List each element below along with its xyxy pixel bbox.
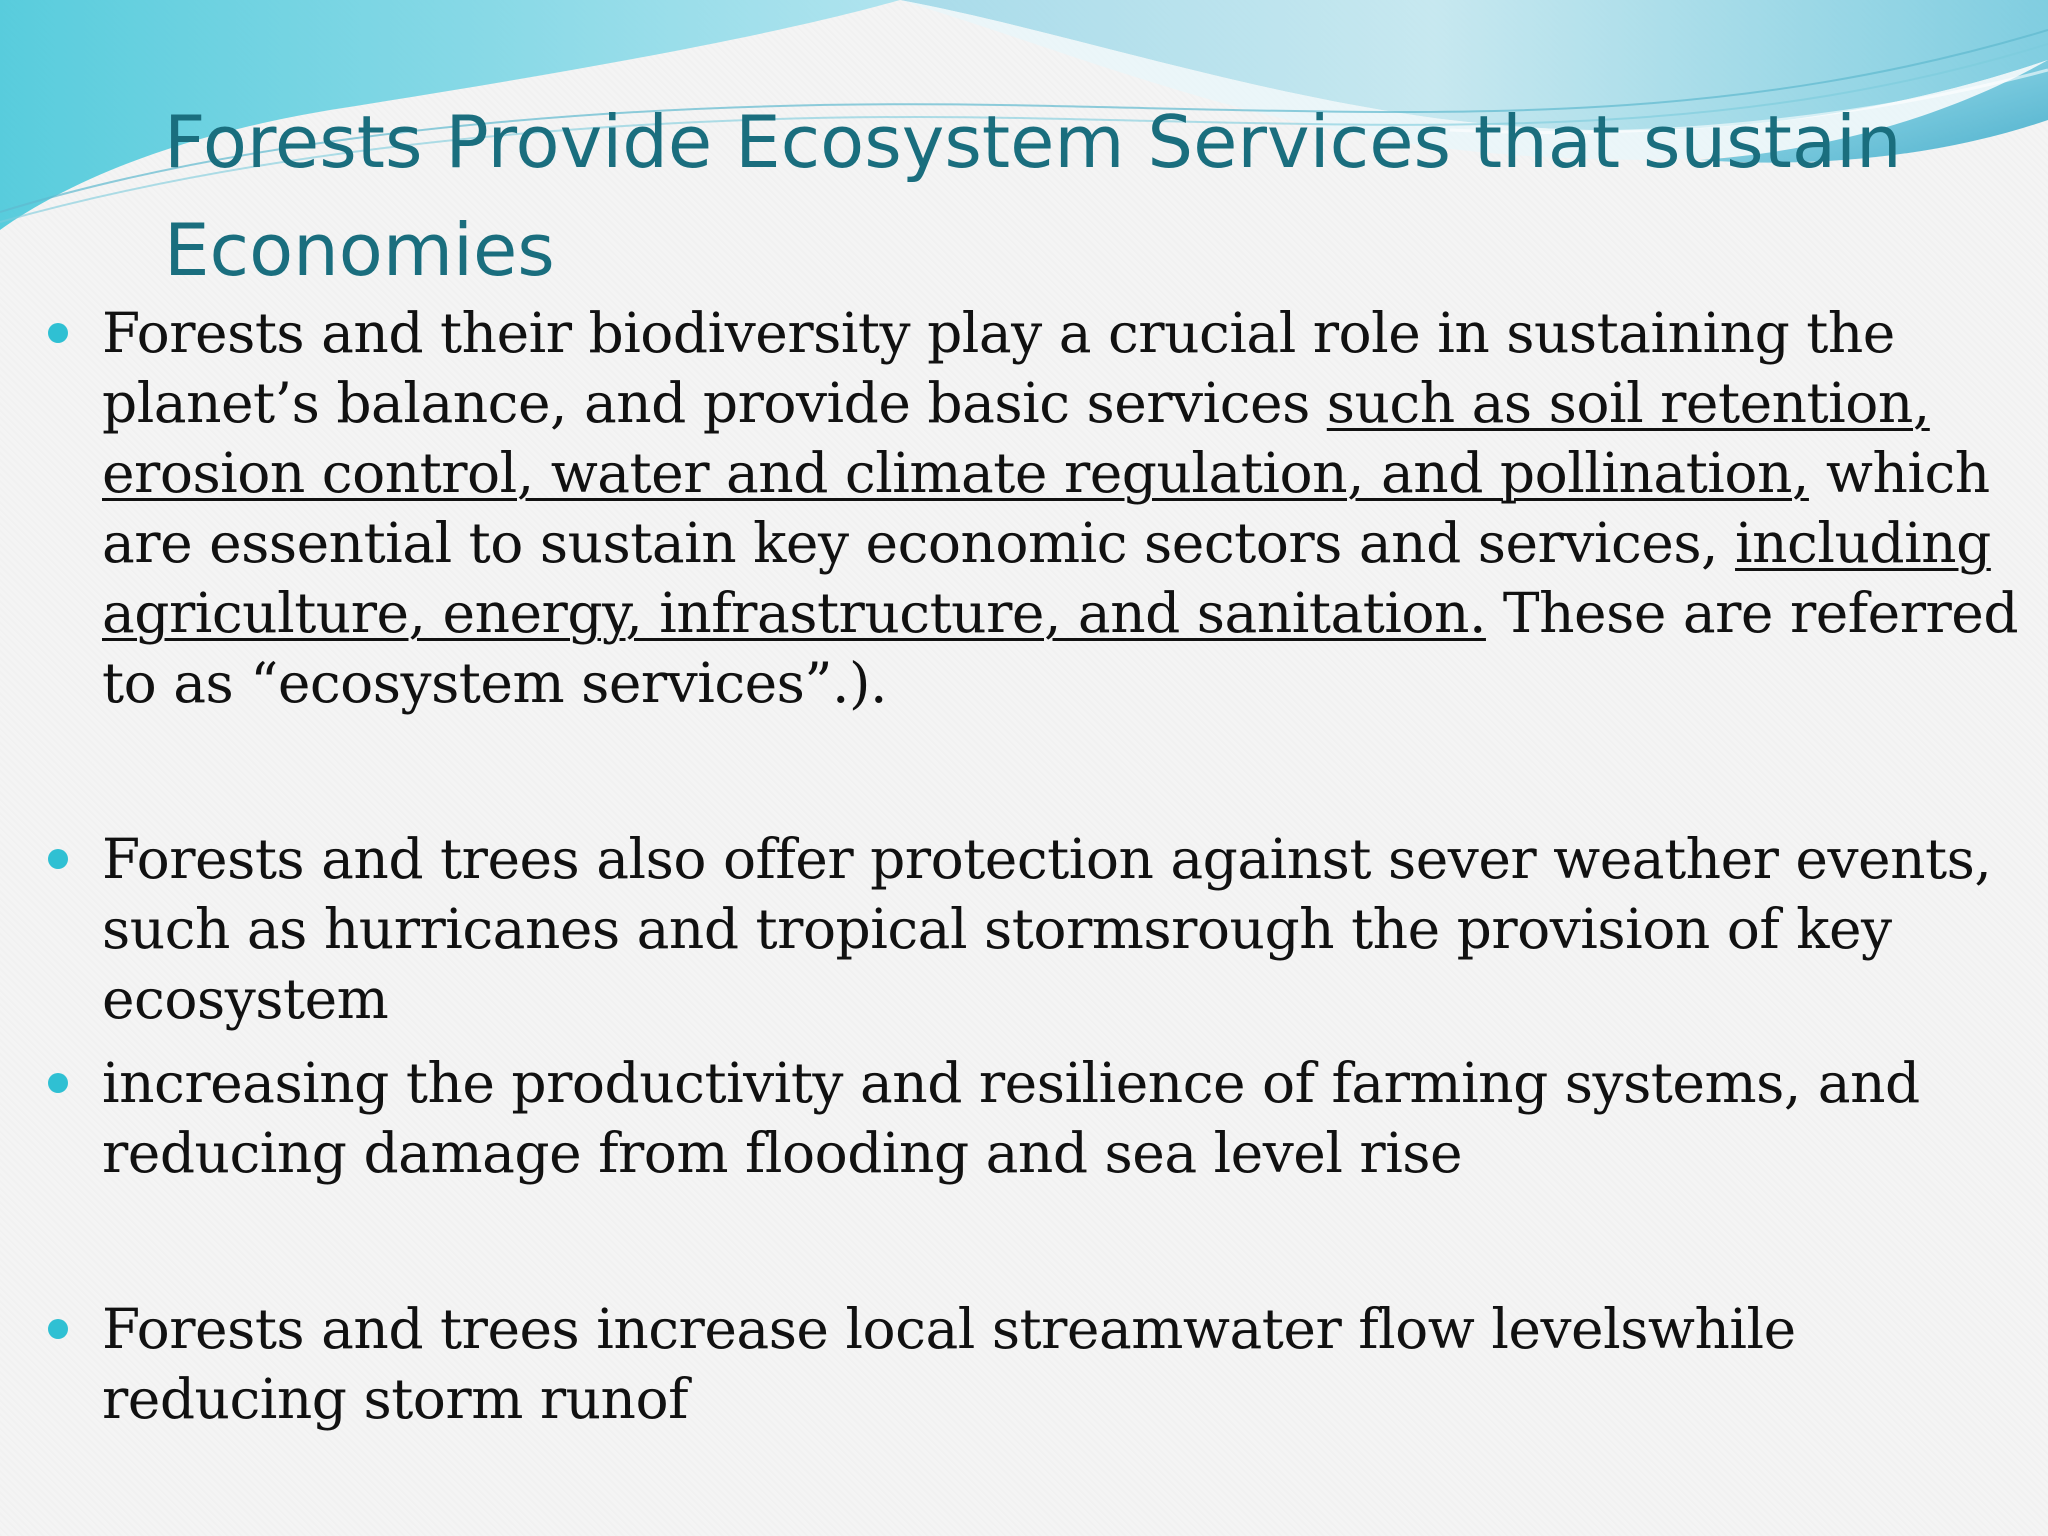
slide-title: Forests Provide Ecosystem Services that sustain Economies: [164, 100, 1902, 292]
bullet-item: [40, 1048, 2020, 1188]
bullet-text: Forests and trees also offer protection against sever weather events, such as hurricanes and tropical stormsrough the provision of key ecosystem: [102, 827, 1992, 1031]
bullet-icon: [48, 1073, 68, 1093]
bullet-text: Forests and their biodiversity play a crucial role in sustaining the planet’s balance, and provide basic services: [102, 301, 1895, 435]
bullet-underlined-text: including agriculture, energy, infrastructure, and sanitation.: [102, 511, 1991, 645]
bullet-text: increasing the productivity and resilience of farming systems, and reducing damage from flooding and sea level rise: [102, 1051, 1920, 1185]
bullet-icon: [48, 323, 68, 343]
bullet-text: These are referred to as “ecosystem services”.).: [102, 581, 2019, 715]
bullet-item: [40, 298, 2020, 718]
bullet-icon: [48, 849, 68, 869]
bullet-text: which are essential to sustain key economic sectors and services,: [102, 441, 1990, 575]
bullet-list: [40, 298, 2020, 1434]
bullet-icon: [48, 1319, 68, 1339]
bullet-item: [40, 824, 2020, 1034]
bullet-underlined-text: such as soil retention, erosion control, water and climate regulation, and pollination,: [102, 371, 1930, 505]
bullet-text: Forests and trees increase local streamwater flow levelswhile reducing storm runof: [102, 1297, 1796, 1431]
bullet-item: [40, 1294, 2020, 1434]
